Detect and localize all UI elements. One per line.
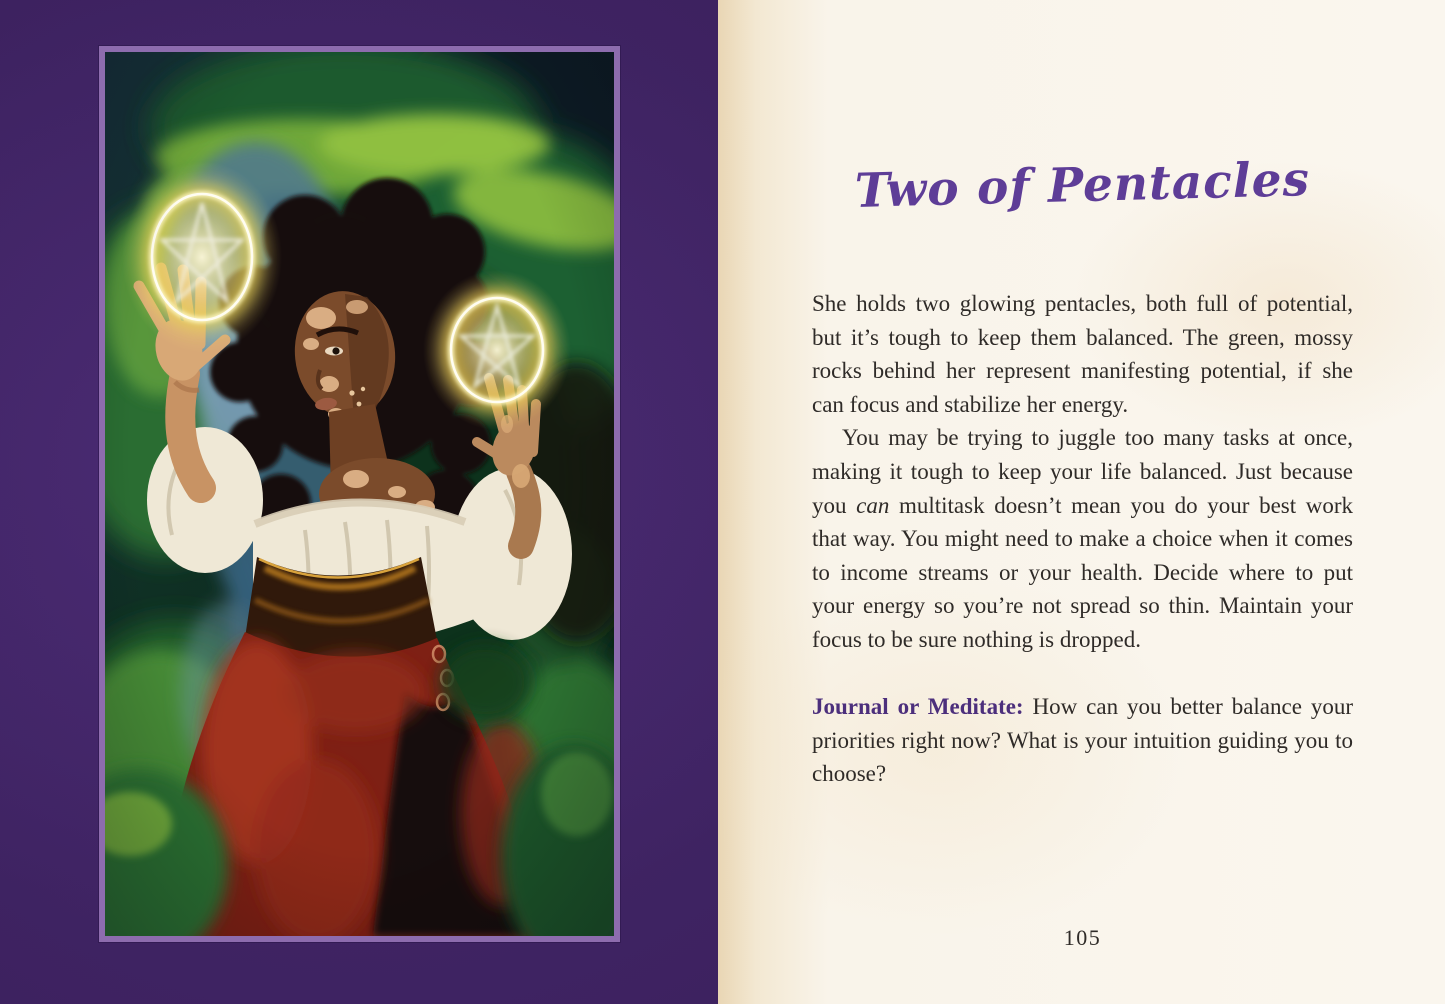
body-paragraph-1: [812, 287, 1353, 421]
journal-paragraph: [812, 690, 1353, 791]
paragraph-2-text-pre: You may be trying to juggle too many tasks at once, making it tough to keep your life balanced. Just because you: [812, 425, 1353, 518]
paragraph-1-text: She holds two glowing pentacles, both full of potential, but it’s tough to keep them balanced. The green, mossy rocks behind her represent manifesting potential, if she can focus and stabilize her energy.: [812, 291, 1353, 417]
journal-body: How can you better balance your priorities right now? What is your intuition guiding you to choose?: [812, 694, 1353, 787]
body-text: [812, 287, 1353, 791]
tarot-card: [99, 46, 620, 942]
page-number: 105: [1063, 925, 1102, 950]
left-page: [0, 0, 718, 1004]
right-page: [718, 0, 1445, 1004]
paragraph-2-emphasis: can: [856, 492, 890, 518]
paragraph-2-text-post: multitask doesn’t mean you do your best work that way. You might need to make a choice when it comes to income streams or your health. Decide where to put your energy so you’re not spread so thin. Maintain your focus to be sure nothing is dropped.: [812, 492, 1354, 652]
body-paragraph-2: [812, 421, 1353, 656]
two-of-pentacles-artwork: [105, 52, 614, 936]
right-page-content: [812, 0, 1353, 1004]
page-title: Two of Pentacles: [854, 152, 1311, 219]
journal-label: Journal or Meditate:: [812, 694, 1024, 720]
